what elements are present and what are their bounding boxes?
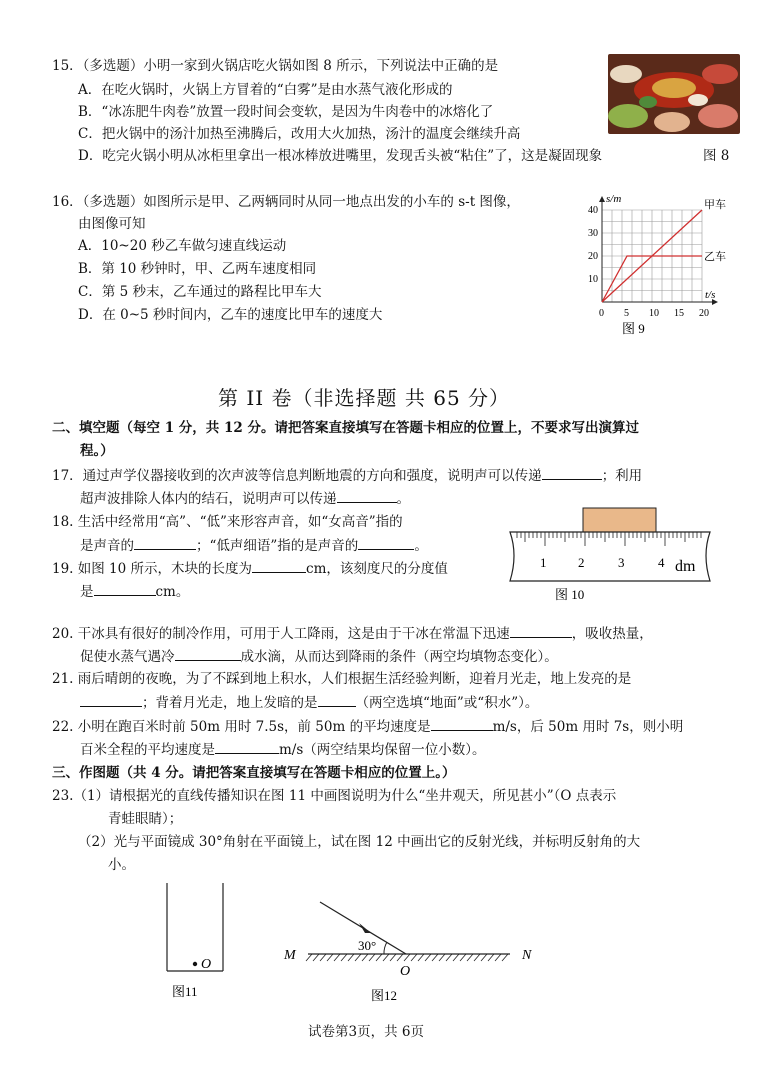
hatch-line: [446, 954, 452, 961]
hatch-line: [404, 954, 410, 961]
q15-option-a: A．在吃火锅时，火锅上方冒着的“白雾”是由水蒸气液化形成的: [78, 82, 453, 98]
q16-option-c: C．第 5 秒末，乙车通过的路程比甲车大: [78, 284, 322, 300]
x-tick-label: 15: [674, 308, 684, 319]
q17-blank1[interactable]: [542, 465, 602, 480]
q20-blank2[interactable]: [175, 646, 241, 661]
hatch-line: [362, 954, 368, 961]
q20-line1: 20. 干冰具有很好的制冷作用，可用于人工降雨，这是由于干冰在常温下迅速 ，吸收热量，: [52, 623, 653, 644]
hatch-line: [376, 954, 382, 961]
hatch-line: [355, 954, 361, 961]
q15-option-b: B．“冰冻肥牛肉卷”放置一段时间会变软，是因为牛肉卷中的冰熔化了: [78, 104, 494, 120]
x-tick-label: 5: [624, 308, 629, 319]
x-axis-label: t/s: [705, 289, 716, 301]
fig9-label: 图 9: [622, 321, 645, 336]
q17-line2: 超声波排除人体内的结石，说明声可以传递 。: [80, 488, 410, 509]
q23-part1-line2: 青蛙眼睛）；: [108, 811, 183, 827]
hatch-line: [369, 954, 375, 961]
hatch-line: [481, 954, 487, 961]
q20-line2: 促使水蒸气遇冷 成水滴，从而达到降雨的条件（两空均填物态变化）。: [80, 646, 558, 667]
y-tick-label: 20: [588, 251, 598, 262]
incidence-point-o: O: [400, 964, 411, 979]
q18-line2: 是声音的 ；“低声细语”指的是声音的 。: [80, 535, 428, 556]
fig8-label: 图 8: [703, 148, 730, 164]
page-footer: 试卷第3页，共 6页: [308, 1024, 424, 1040]
mirror-hatching: [306, 954, 508, 961]
hatch-line: [320, 954, 326, 961]
y-tick-label: 30: [588, 228, 598, 239]
series-label-yi: 乙车: [704, 251, 726, 263]
q16-stem-2: 由图像可知: [78, 216, 146, 232]
hatch-line: [306, 954, 312, 961]
section2-heading-cont: 程。）: [80, 443, 114, 459]
y-tick-label: 40: [588, 205, 598, 216]
frog-eye-point: [193, 962, 197, 966]
hatch-line: [383, 954, 389, 961]
wooden-block: [583, 508, 656, 532]
hatch-line: [425, 954, 431, 961]
fig10-label: 图 10: [555, 587, 585, 602]
fig12-label: 图12: [371, 988, 398, 1003]
series-label-jia: 甲车: [704, 199, 726, 211]
q16-option-b: B．第 10 秒钟时，甲、乙两车速度相同: [78, 261, 317, 277]
hatch-line: [502, 954, 508, 961]
q23-part1-line1: 23.（1）请根据光的直线传播知识在图 11 中画图说明为什么“坐井观天，所见甚小”（O 点表示: [52, 788, 617, 804]
mirror-figure: [278, 890, 548, 1008]
q22-line2: 百米全程的平均速度是 m/s（两空结果均保留一位小数）。: [80, 739, 486, 760]
hatch-line: [341, 954, 347, 961]
ruler-tick-label: 1: [540, 555, 547, 570]
fig11-label: 图11: [172, 984, 198, 999]
q23-part2-line1: （2）光与平面镜成 30°角射在平面镜上，试在图 12 中画出它的反射光线，并标明反射角的大: [78, 834, 641, 850]
q21-line2: ；背着月光走，地上发暗的是 （两空选填“地面”或“积水”）。: [80, 692, 538, 713]
q19-line1: 19. 如图 10 所示，木块的长度为 cm，该刻度尺的分度值: [52, 558, 448, 579]
hatch-line: [397, 954, 403, 961]
x-tick-label: 0: [599, 308, 604, 319]
q15-option-c: C．把火锅中的汤汁加热至沸腾后，改用大火加热，汤汁的温度会继续升高: [78, 126, 521, 142]
x-tick-label: 10: [649, 308, 659, 319]
angle-arc: [384, 942, 387, 954]
part2-title: 第 II 卷（非选择题 共 65 分）: [218, 386, 511, 410]
mirror-label-n: N: [522, 948, 532, 963]
ruler-tick-label: 2: [578, 555, 585, 570]
y-axis-arrow: [599, 196, 605, 202]
x-tick-label: 20: [699, 308, 709, 319]
hatch-line: [467, 954, 473, 961]
q18-blank1[interactable]: [134, 535, 196, 550]
q17-blank2[interactable]: [337, 488, 397, 503]
hatch-line: [488, 954, 494, 961]
hatch-line: [327, 954, 333, 961]
q18-blank2[interactable]: [358, 535, 414, 550]
point-o-label: O: [201, 957, 212, 972]
q18-line1: 18. 生活中经常用“高”、“低”来形容声音，如“女高音”指的: [52, 514, 403, 530]
hatch-line: [495, 954, 501, 961]
ruler-tick-label: 4: [658, 555, 665, 570]
ruler-figure: [498, 505, 720, 605]
q19-line2: 是 cm。: [80, 581, 189, 602]
q19-blank2[interactable]: [94, 581, 156, 596]
q16-option-d: D．在 0~5 秒时间内，乙车的速度比甲车的速度大: [78, 307, 383, 323]
section2-heading: 二、填空题（每空 1 分，共 12 分。请把答案直接填写在答题卡相应的位置上，不要求写出演算过: [52, 420, 639, 436]
ruler-tick-label: 3: [618, 555, 625, 570]
q21-blank1[interactable]: [80, 692, 142, 707]
q15-stem: 15．（多选题）小明一家到火锅店吃火锅如图 8 所示，下列说法中正确的是: [52, 58, 499, 74]
q17-line1: 17．通过声学仪器接收到的次声波等信息判断地震的方向和强度，说明声可以传递 ；利用: [52, 465, 642, 486]
well-figure: [150, 880, 240, 1002]
q20-blank1[interactable]: [510, 623, 572, 638]
hotpot-photo: [608, 54, 740, 134]
q16-stem-1: 16．（多选题）如图所示是甲、乙两辆同时从同一地点出发的小车的 s-t 图像，: [52, 194, 520, 210]
angle-label: 30°: [358, 938, 377, 953]
q21-line1: 21. 雨后晴朗的夜晚，为了不踩到地上积水，人们根据生活经验判断，迎着月光走，地上发亮的是: [52, 671, 632, 687]
hatch-line: [390, 954, 396, 961]
y-tick-label: 10: [588, 274, 598, 285]
q19-blank1[interactable]: [252, 558, 306, 573]
mirror-label-m: M: [284, 948, 296, 963]
q16-option-a: A．10~20 秒乙车做匀速直线运动: [78, 238, 287, 254]
hatch-line: [460, 954, 466, 961]
q23-part2-line2: 小。: [108, 857, 135, 873]
hatch-line: [348, 954, 354, 961]
hatch-line: [432, 954, 438, 961]
section3-heading: 三、作图题（共 4 分。请把答案直接填写在答题卡相应的位置上。）: [52, 765, 456, 781]
hatch-line: [439, 954, 445, 961]
q22-line1: 22. 小明在跑百米时前 50m 用时 7.5s，前 50m 的平均速度是 m/s，后 50m 用时 7s，则小明: [52, 716, 683, 737]
hatch-line: [418, 954, 424, 961]
st-chart: [580, 190, 740, 342]
q22-blank2[interactable]: [215, 739, 279, 754]
hatch-line: [474, 954, 480, 961]
y-axis-label: s/m: [606, 193, 622, 205]
q21-blank2[interactable]: [318, 692, 356, 707]
q22-blank1[interactable]: [431, 716, 493, 731]
q15-option-d: D．吃完火锅小明从冰柜里拿出一根冰棒放进嘴里，发现舌头被“粘住”了，这是凝固现象: [78, 148, 603, 164]
hatch-line: [334, 954, 340, 961]
ruler-unit: dm: [675, 558, 696, 575]
hatch-line: [453, 954, 459, 961]
hatch-line: [313, 954, 319, 961]
hatch-line: [411, 954, 417, 961]
